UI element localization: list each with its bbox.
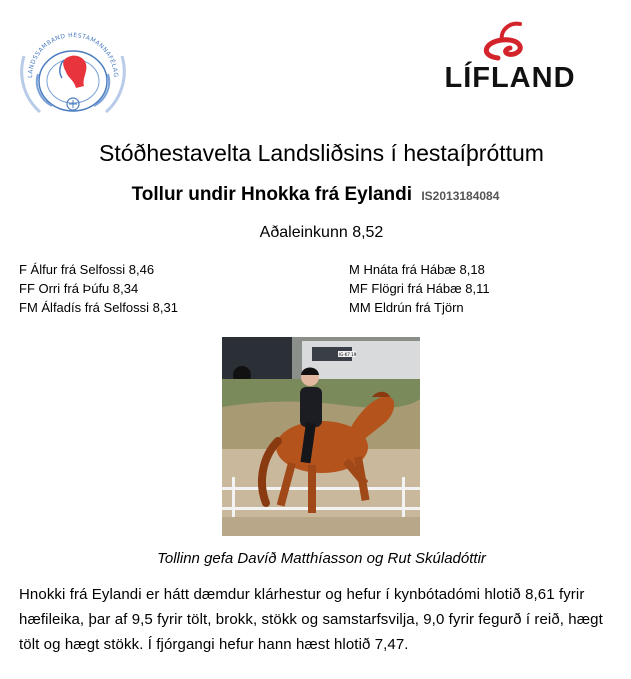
- horse-title: [0, 184, 631, 206]
- description-paragraph: Hnokki frá Eylandi er hátt dæmdur klárhestur og hefur í kynbótadómi hlotið 8,61 fyrir hæfileika, þar af 9,5 fyrir tölt, brokk, stökk og samstarfsvilja, 9,0 fyrir fegurð í reið, hægt tölt og hægt stökk. Í fjórgangi hefur hann hæst hlotið 7,47.: [19, 586, 603, 653]
- main-score: Aðaleinkunn 8,52: [259, 224, 384, 241]
- lifland-wordmark: LÍFLAND: [444, 62, 576, 94]
- pedigree-line: MF Flögri frá Hábæ 8,11: [349, 281, 490, 296]
- pedigree-line: F Álfur frá Selfossi 8,46: [19, 262, 155, 277]
- horse-photo: [222, 337, 420, 536]
- lifland-swirl-icon: [440, 18, 580, 62]
- lh-logo: [14, 26, 132, 124]
- car-plate: IG-K7 19: [339, 352, 357, 357]
- pedigree-line: FM Álfadís frá Selfossi 8,31: [19, 300, 178, 315]
- pedigree-dam-side: [349, 260, 490, 317]
- page-title: Stóðhestavelta Landsliðsins í hestaíþróttum: [99, 140, 544, 166]
- lh-emblem-icon: [14, 26, 132, 124]
- horse-name: Tollur undir Hnokka frá Eylandi: [131, 184, 413, 205]
- lh-logo-text: LANDSSAMBAND HESTAMANNAFÉLAG: [26, 31, 120, 79]
- pedigree-line: M Hnáta frá Hábæ 8,18: [349, 262, 485, 277]
- lifland-logo: [440, 18, 580, 94]
- photo-caption: Tollinn gefa Davíð Matthíasson og Rut Skúladóttir: [157, 550, 486, 567]
- pedigree-line: FF Orri frá Þúfu 8,34: [19, 281, 139, 296]
- horse-id: IS2013184084: [421, 189, 500, 203]
- pedigree-sire-side: [19, 260, 178, 317]
- pedigree-line: MM Eldrún frá Tjörn: [349, 300, 464, 315]
